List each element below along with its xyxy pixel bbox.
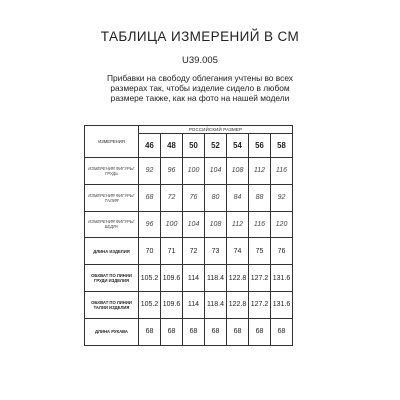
measurement-cell: 114 [183, 291, 205, 318]
row-label: ОБХВАТ ПО ЛИНИИ ТАЛИИ ИЗДЕЛИЯ [85, 291, 139, 318]
measurement-cell: 96 [161, 158, 183, 185]
measurement-cell: 88 [249, 184, 271, 211]
measurement-cell: 92 [271, 184, 293, 211]
row-label: ИЗМЕРЕНИЯ ФИГУРЫ: БЕДРА [85, 211, 139, 238]
measurement-cell: 108 [227, 158, 249, 185]
measurement-cell: 75 [249, 238, 271, 265]
measurement-cell: 122.8 [227, 265, 249, 292]
measurement-cell: 68 [161, 318, 183, 345]
size-header: 54 [227, 134, 249, 158]
table-row [85, 158, 293, 185]
table-row [85, 318, 293, 345]
row-label: ИЗМЕРЕНИЯ ФИГУРЫ: ГРУДЬ [85, 158, 139, 185]
measurement-cell: 122.8 [227, 291, 249, 318]
measurement-cell: 100 [161, 211, 183, 238]
measurement-cell: 104 [205, 158, 227, 185]
table-row [85, 291, 293, 318]
measurement-cell: 131.6 [271, 291, 293, 318]
measurement-cell: 68 [227, 318, 249, 345]
size-header: 58 [271, 134, 293, 158]
measurement-cell: 131.6 [271, 265, 293, 292]
measurement-cell: 116 [249, 211, 271, 238]
measurement-cell: 116 [271, 158, 293, 185]
measurement-cell: 127.2 [249, 265, 271, 292]
measurement-cell: 68 [139, 184, 161, 211]
measurement-cell: 68 [249, 318, 271, 345]
measurement-cell: 84 [227, 184, 249, 211]
measurement-cell: 108 [205, 211, 227, 238]
measurement-cell: 72 [161, 184, 183, 211]
measurement-cell: 68 [205, 318, 227, 345]
article-code: U39.005 [182, 55, 218, 66]
table-region-row [85, 126, 293, 134]
table-row [85, 184, 293, 211]
size-table [84, 125, 293, 346]
measurement-cell: 112 [227, 211, 249, 238]
measurement-cell: 76 [183, 184, 205, 211]
measurement-cell: 114 [183, 265, 205, 292]
measurement-cell: 104 [183, 211, 205, 238]
measurement-cell: 92 [139, 158, 161, 185]
measurement-cell: 71 [161, 238, 183, 265]
measurement-cell: 73 [205, 238, 227, 265]
measurement-cell: 76 [271, 238, 293, 265]
measurement-cell: 118.4 [205, 291, 227, 318]
measurement-cell: 70 [139, 238, 161, 265]
size-header: 48 [161, 134, 183, 158]
table-row [85, 211, 293, 238]
measurement-cell: 109.6 [161, 291, 183, 318]
page-title: ТАБЛИЦА ИЗМЕРЕНИЙ В СМ [100, 29, 300, 44]
measurement-cell: 100 [183, 158, 205, 185]
measurement-cell: 109.6 [161, 265, 183, 292]
measurement-cell: 112 [249, 158, 271, 185]
corner-label: ИЗМЕРЕНИЯ [85, 126, 139, 158]
measurement-cell: 68 [271, 318, 293, 345]
measurement-cell: 105.2 [139, 265, 161, 292]
measurement-cell: 118.4 [205, 265, 227, 292]
size-header: 50 [183, 134, 205, 158]
size-header: 56 [249, 134, 271, 158]
table-row [85, 265, 293, 292]
measurement-cell: 105.2 [139, 291, 161, 318]
measurement-cell: 96 [139, 211, 161, 238]
size-header: 46 [139, 134, 161, 158]
row-label: ОБХВАТ ПО ЛИНИИ ГРУДИ ИЗДЕЛИЯ [85, 265, 139, 292]
row-label: ИЗМЕРЕНИЯ ФИГУРЫ: ТАЛИЯ [85, 184, 139, 211]
measurement-cell: 80 [205, 184, 227, 211]
table-row [85, 238, 293, 265]
measurement-cell: 120 [271, 211, 293, 238]
measurement-cell: 127.2 [249, 291, 271, 318]
size-header: 52 [205, 134, 227, 158]
fit-description: Прибавки на свободу облегания учтены во всех размерах так, чтобы изделие сидело в любом размере также, как на фото на нашей модели [107, 73, 293, 104]
row-label: ДЛИНА ИЗДЕЛИЯ [85, 238, 139, 265]
measurement-cell: 72 [183, 238, 205, 265]
measurement-cell: 68 [139, 318, 161, 345]
measurement-cell: 74 [227, 238, 249, 265]
row-label: ДЛИНА РУКАВА [85, 318, 139, 345]
measurement-cell: 68 [183, 318, 205, 345]
region-label: РОССИЙСКИЙ РАЗМЕР [139, 126, 293, 134]
